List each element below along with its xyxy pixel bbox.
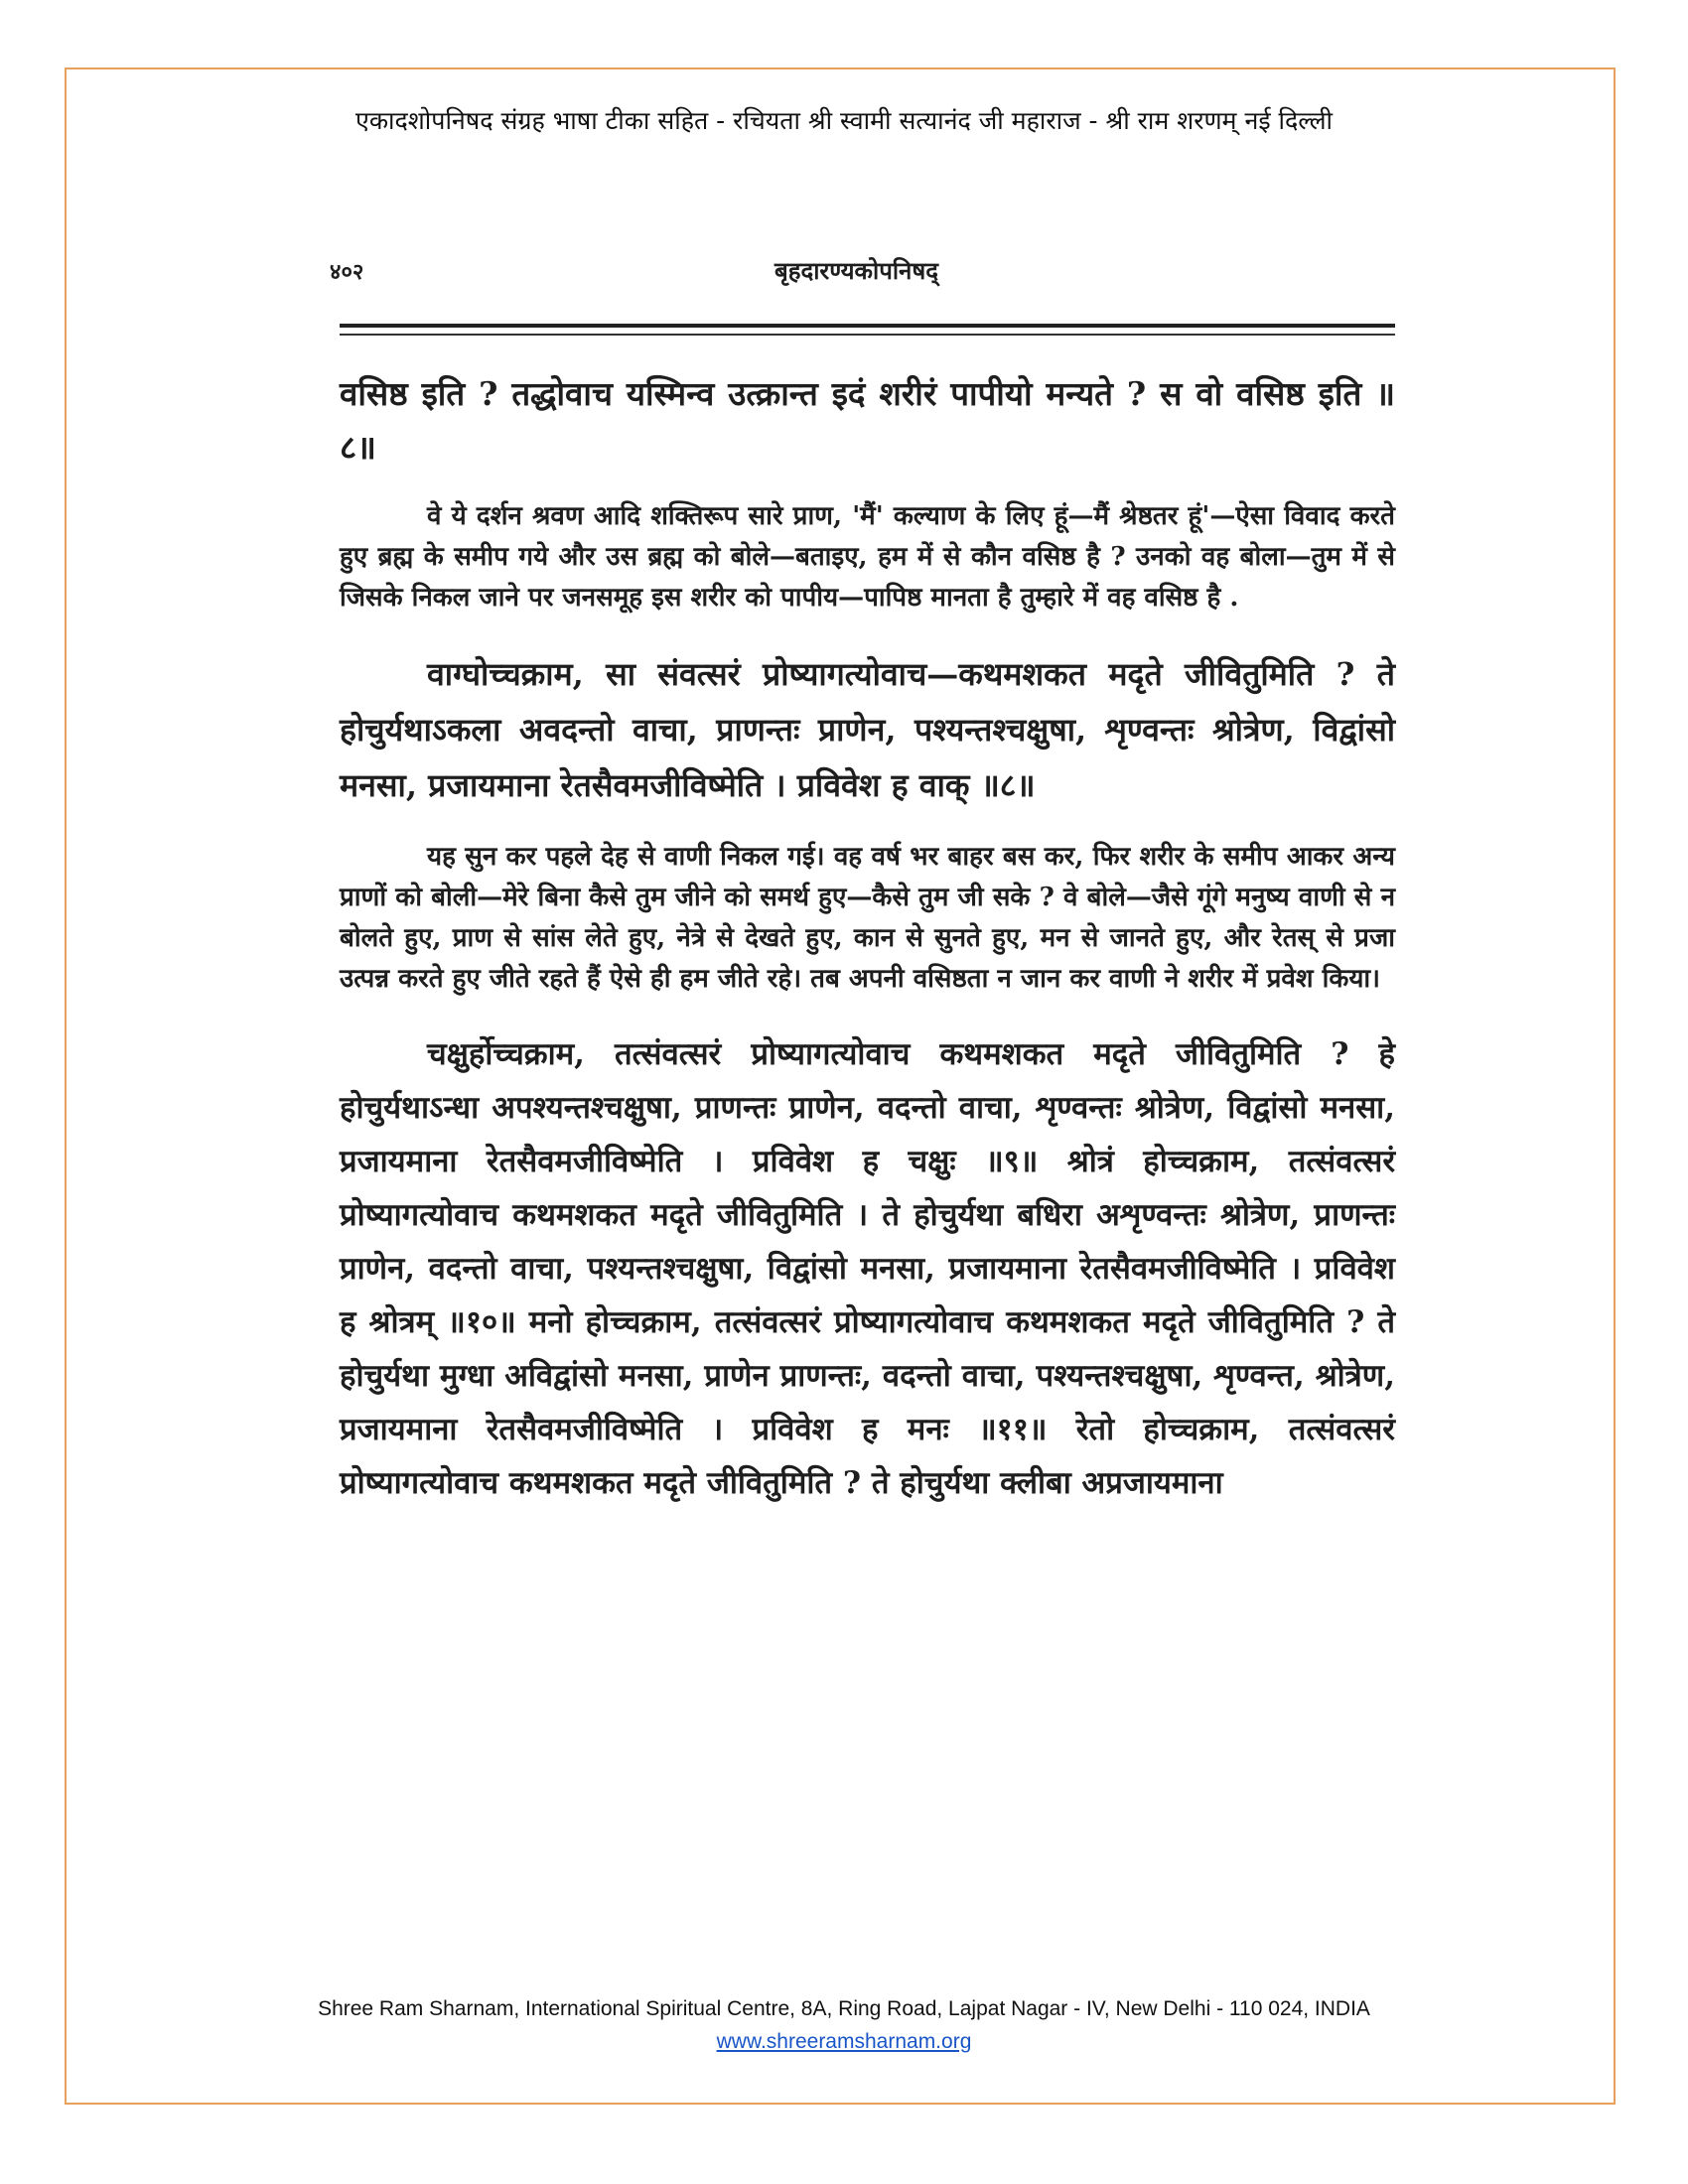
header-rule-thin [340, 334, 1395, 336]
verse-vak: वाग्घोच्चक्राम, सा संवत्सरं प्रोष्यागत्योवाच—कथमशकत मदृते जीवितुमिति ? ते होचुर्यथाऽकला अवदन्तो वाचा, प्राणन्तः प्राणेन, पश्यन्तश्चक्षुषा, शृण्वन्तः श्रोत्रेण, विद्वांसो मनसा, प्रजायमाना रेतसैवमजीविष्मेति । प्रविवेश ह वाक् ॥८॥ [340, 655, 1395, 804]
running-title: बृहदारण्यकोपनिषद् [774, 256, 938, 285]
verse-8-text: वसिष्ठ इति ? तद्धोवाच यस्मिन्व उत्क्रान्त इदं शरीरं पापीयो मन्यते ? स वो वसिष्ठ इति ॥८॥ [340, 374, 1395, 467]
page-head [318, 238, 1395, 298]
page-body [340, 367, 1395, 1510]
header-rule-thick [340, 324, 1395, 328]
website-link[interactable]: www.shreeramsharnam.org [716, 2030, 972, 2053]
footer-address: Shree Ram Sharnam, International Spiritual Centre, 8A, Ring Road, Lajpat Nagar - IV, New Delhi - 110 024, INDIA [318, 1997, 1370, 2020]
verse-block-9-12: चक्षुर्होच्चक्राम, तत्संवत्सरं प्रोष्यागत्योवाच कथमशकत मदृते जीवितुमिति ? हे होचुर्यथाऽन्धा अपश्यन्तश्चक्षुषा, प्राणन्तः प्राणेन, वदन्तो वाचा, शृण्वन्तः श्रोत्रेण, विद्वांसो मनसा, प्रजायमाना रेतसैवमजीविष्मेति । प्रविवेश ह चक्षुः ॥९॥ श्रोत्रं होच्चक्राम, तत्संवत्सरं प्रोष्यागत्योवाच कथमशकत मदृते जीवितुमिति । ते होचुर्यथा बधिरा अशृण्वन्तः श्रोत्रेण, प्राणन्तः प्राणेन, वदन्तो वाचा, पश्यन्तश्चक्षुषा, विद्वांसो मनसा, प्रजायमाना रेतसैवमजीविष्मेति । प्रविवेश ह श्रोत्रम् ॥१०॥ मनो होच्चक्राम, तत्संवत्सरं प्रोष्यागत्योवाच कथमशकत मदृते जीवितुमिति ? ते होचुर्यथा मुग्धा अविद्वांसो मनसा, प्राणेन प्राणन्तः, वदन्तो वाचा, पश्यन्तश्चक्षुषा, शृण्वन्त, श्रोत्रेण, प्रजायमाना रेतसैवमजीविष्मेति । प्रविवेश ह मनः ॥११॥ रेतो होच्चक्राम, तत्संवत्सरं प्रोष्यागत्योवाच कथमशकत मदृते जीवितुमिति ? ते होचुर्यथा क्लीबा अप्रजायमाना [340, 1036, 1395, 1501]
scanned-page [318, 238, 1395, 1946]
commentary-vak: यह सुन कर पहले देह से वाणी निकल गई। वह वर्ष भर बाहर बस कर, फिर शरीर के समीप आकर अन्य प्राणों को बोली—मेरे बिना कैसे तुम जीने को समर्थ हुए—कैसे तुम जी सके ? वे बोले—जैसे गूंगे मनुष्य वाणी से न बोलते हुए, प्राण से सांस लेते हुए, नेत्रे से देखते हुए, कान से सुनते हुए, मन से जानते हुए, और रेतस् से प्रजा उत्पन्न करते हुए जीते रहते हैं ऐसे ही हम जीते रहे। तब अपनी वसिष्ठता न जान कर वाणी ने शरीर में प्रवेश किया। [340, 842, 1395, 994]
document-header: एकादशोपनिषद संग्रह भाषा टीका सहित - रचियता श्री स्वामी सत्यानंद जी महाराज - श्री राम शरणम् नई दिल्ली [355, 106, 1333, 135]
commentary-8: वे ये दर्शन श्रवण आदि शक्तिरूप सारे प्राण, 'मैं' कल्याण के लिए हूं—मैं श्रेष्ठतर हूं'—ऐसा विवाद करते हुए ब्रह्म के समीप गये और उस ब्रह्म को बोले—बताइए, हम में से कौन वसिष्ठ है ? उनको वह बोला—तुम में से जिसके निकल जाने पर जनसमूह इस शरीर को पापीय—पापिष्ठ मानता है तुम्हारे में वह वसिष्ठ है . [340, 501, 1395, 613]
page-number: ४०२ [330, 259, 364, 285]
